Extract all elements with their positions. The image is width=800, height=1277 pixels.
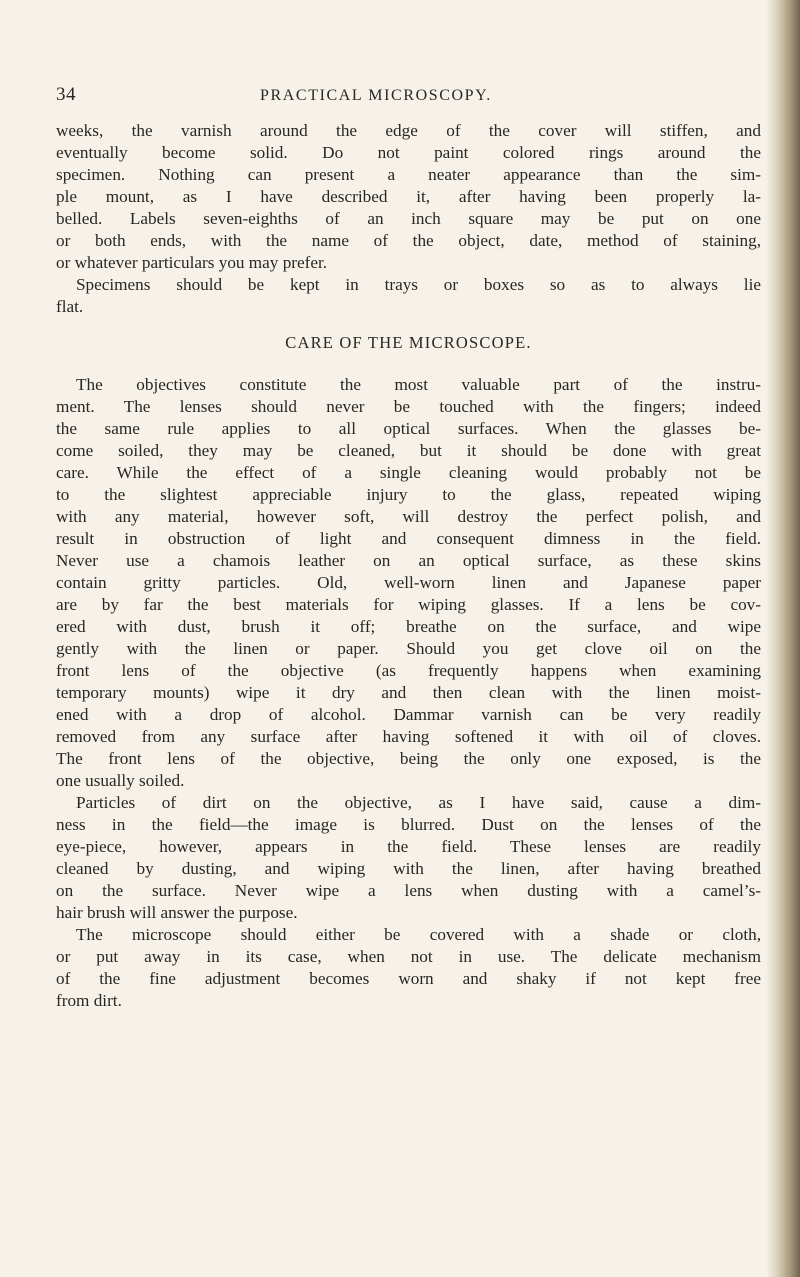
text-line: The objectives constitute the most valuable part of the instru- [76,375,761,394]
text-line: care. While the effect of a single cleaning would probably not be [56,463,761,482]
page-header [56,84,756,114]
text-line: eventually become solid. Do not paint colored rings around the [56,143,761,162]
text-line: eye-piece, however, appears in the field. These lenses are readily [56,837,761,856]
text-line: from dirt. [56,991,122,1010]
body-text [56,120,761,1012]
text-line: specimen. Nothing can present a neater appearance than the sim- [56,165,761,184]
text-line: ness in the field—the image is blurred. Dust on the lenses of the [56,815,761,834]
text-line: result in obstruction of light and consequent dimness in the field. [56,529,761,548]
text-line: temporary mounts) wipe it dry and then clean with the linen moist- [56,683,761,702]
text-line: one usually soiled. [56,771,185,790]
text-line: Specimens should be kept in trays or boxes so as to always lie [76,275,761,294]
text-line: Particles of dirt on the objective, as I have said, cause a dim- [76,793,761,812]
page-number: 34 [56,84,76,105]
text-line: ered with dust, brush it off; breathe on the surface, and wipe [56,617,761,636]
text-line: on the surface. Never wipe a lens when dusting with a camel’s- [56,881,761,900]
text-line: contain gritty particles. Old, well-worn linen and Japanese paper [56,573,761,592]
section-heading: CARE OF THE MICROSCOPE. [285,333,532,352]
text-line: ment. The lenses should never be touched with the fingers; indeed [56,397,761,416]
text-line: hair brush will answer the purpose. [56,903,298,922]
text-line: or whatever particulars you may prefer. [56,253,328,272]
text-line: to the slightest appreciable injury to the glass, repeated wiping [56,485,761,504]
text-line: weeks, the varnish around the edge of the cover will stiffen, and [56,121,761,140]
text-line: cleaned by dusting, and wiping with the linen, after having breathed [56,859,761,878]
text-line: are by far the best materials for wiping glasses. If a lens be cov- [56,595,761,614]
paragraph-storage [56,924,761,1012]
text-line: Never use a chamois leather on an optical surface, as these skins [56,551,761,570]
text-line: the same rule applies to all optical surfaces. When the glasses be- [56,419,761,438]
text-line: removed from any surface after having softened it with oil of cloves. [56,727,761,746]
text-line: with any material, however soft, will destroy the perfect polish, and [56,507,761,526]
text-line: or both ends, with the name of the object, date, method of staining, [56,231,761,250]
page-edge-shadow [766,0,800,1277]
text-line: flat. [56,297,84,316]
paragraph-particles [56,792,761,924]
text-line: ple mount, as I have described it, after having been properly la- [56,187,761,206]
text-line: ened with a drop of alcohol. Dammar varnish can be very readily [56,705,761,724]
paragraph-specimens [56,274,761,318]
text-line: front lens of the objective (as frequently happens when examining [56,661,761,680]
paragraph-objectives [56,374,761,792]
text-line: or put away in its case, when not in use. The delicate mechanism [56,947,761,966]
text-line: come soiled, they may be cleaned, but it should be done with great [56,441,761,460]
text-line: belled. Labels seven-eighths of an inch square may be put on one [56,209,761,228]
text-line: of the fine adjustment becomes worn and shaky if not kept free [56,969,761,988]
text-line: gently with the linen or paper. Should you get clove oil on the [56,639,761,658]
running-title: PRACTICAL MICROSCOPY. [260,87,492,104]
paragraph-varnish [56,120,761,274]
text-line: The microscope should either be covered with a shade or cloth, [76,925,761,944]
text-line: The front lens of the objective, being the only one exposed, is the [56,749,761,768]
